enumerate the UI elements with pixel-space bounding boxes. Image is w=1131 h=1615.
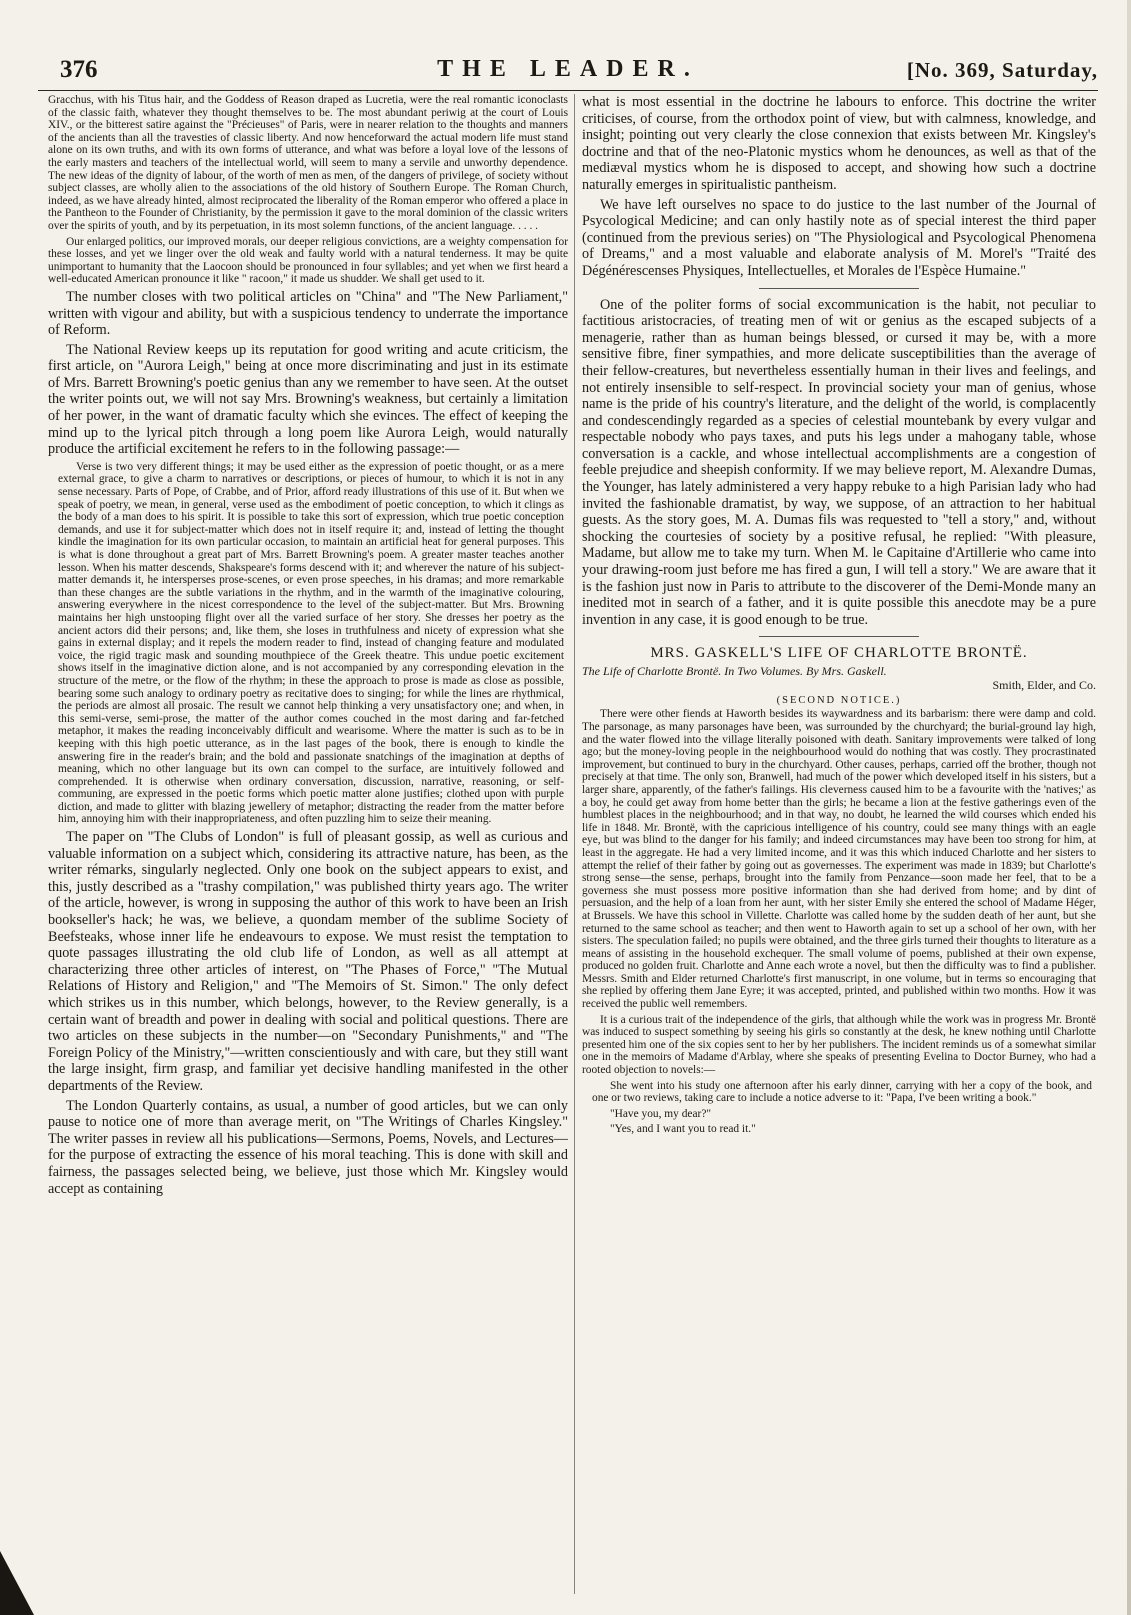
review-citation: The Life of Charlotte Brontë. In Two Volumes. By Mrs. Gaskell. (582, 664, 887, 679)
paragraph: what is most essential in the doctrine he labours to enforce. This doctrine the writer criticises, of course, from the orthodox point of view, but with calmness, knowledge, and insight; pointing out very clearly the close connexion that exists between Mr. Kingsley's doctrine and that of the neo-Platonic mystics whom he denounces, as well as that of the mediæval mystics whom he is disposed to accept, and showing how such a doctrine naturally emerges in spiritualistic pantheism. (582, 94, 1096, 193)
paragraph: Our enlarged politics, our improved morals, our deeper religious convictions, are a weighty compensation for these losses, and yet we linger over the old weak and faulty world with a natural tenderness. It may be quite unimportant to humanity that the Laocoon should be pronounced in four syllables; and yet when we first heard a well-educated American pronounce it like " racoon," it made us shudder. We shall get used to it. (48, 235, 568, 286)
section-rule (759, 636, 919, 637)
page-corner-shadow (0, 1551, 34, 1615)
masthead (38, 56, 1098, 91)
paragraph: The National Review keeps up its reputation for good writing and acute criticism, the first article, on "Aurora Leigh," being at once more discriminating and just in its estimate of Mrs. Barrett Browning's poetic genius than any we remember to have seen. At the outset the writer points out, we will not say Mrs. Browning's weakness, but certainly a limitation of her power, in the want of dramatic faculty which she evinces. The effect of keeping the mind up to the lyrical pitch through a long poem like Aurora Leigh, would naturally produce the artificial excitement he refers to in the following passage:— (48, 341, 568, 458)
page-number: 376 (60, 56, 98, 83)
notice-label: (SECOND NOTICE.) (776, 695, 902, 707)
newspaper-title: THE LEADER. (437, 56, 699, 82)
quoted-passage: Verse is two very different things; it may be used either as the expression of poetic thought, or as a mere external grace, to give a charm to narratives or descriptions, or pieces of humour, to which it is not in any sense necessary. Parts of Pope, of Crabbe, and of Prior, afford ready illustrations of this use of it. But when we speak of poetry, we mean, in general, verse used as the embodiment of poetic conception, to which it clings as the body of a man does to his spirit. It is possible to take this sort of expression, which true poetic conception demands, and use it for subject-matter which does not in itself require it; and, instead of letting the thought kindle the imagination for its own particular occasion, to maintain an artificial heat for general purposes. This is what is done throughout a great part of Mrs. Barrett Browning's poem. A greater master teaches another lesson. When his matter descends, Shakspeare's forms descend with it; and wherever the nature of his subject-matter demands it, he intersperses prose-scenes, or even prose speeches, in his dramas; and more remarkable than these changes are the subtle variations in the rhythm, and in the warmth of the imaginative colouring, answering everywhere in the nicest correspondence to the level of the subject-matter. But Mrs. Browning maintains her high unstooping flight over all the varied surface of her story. She dresses her poetry as the ancient actors did their persons; and, like them, she loses in truthfulness and nicety of expression what she gains in external display; and it repels the modern reader to find, instead of changing feature and modulated voice, the rigid tragic mask and sounding mouthpiece of the Greek theatre. This undue poetic excitement shows itself in the imaginative diction alone, and is not accompanied by any corresponding elevation in the structure of the metre, or the flow of the rhythm; in these the approach to prose is made as close as possible, bearing some such analogy to ordinary poetry as recitative does to singing; for while the lines are rhythmical, the periods are almost all prosaic. The result we cannot help thinking a very unsatisfactory one; and when, in this semi-verse, semi-prose, the matter of the author comes couched in the most daring and far-fetched metaphor, it makes the reading inconceivably difficult and wearisome. Where the matter is such as to be in keeping with this high poetic utterance, as in the last pages of the book, there is enough to kindle the answering fire in the reader's brain; and the bold and passionate snatchings of the imagination at depths of meaning, which no other language but its own can compel to the surface, are intuitively followed and comprehended. It is otherwise when ordinary conversation, discussion, narrative, reasoning, or self-communing, are expressed in the poetic forms which poetic matter alone justifies; clothed upon with purple diction, and made to glitter with blazing jewellery of metaphor; distracting the reader from the matter before him, annoying him with their inappropriateness, and often puzzling him to seize their meaning. (58, 460, 564, 826)
right-column (582, 94, 1096, 1604)
quoted-passage: "Yes, and I want you to read it." (610, 1123, 756, 1136)
left-column (48, 94, 568, 1604)
paragraph: It is a curious trait of the independence of the girls, that although while the work was in progress Mr. Brontë was induced to suspect something by seeing his girls so constantly at the desk, he knew nothing until Charlotte presented him one of the six copies sent to her by her publishers. The incident reminds us of a somewhat similar one in the memoirs of Madame d'Arblay, where she speaks of presenting Evelina to Doctor Burney, who had a rooted objection to novels:— (582, 1013, 1096, 1077)
publisher: Smith, Elder, and Co. (992, 678, 1096, 693)
section-rule (759, 288, 919, 289)
quoted-passage: "Have you, my dear?" (610, 1107, 712, 1120)
page-edge (1127, 0, 1131, 1615)
column-divider (574, 94, 575, 1594)
paragraph: The paper on "The Clubs of London" is full of pleasant gossip, as well as curious and valuable information on a subject which, considering its attractive nature, has been, as the writer rémarks, singularly neglected. Only one book on the subject appears to exist, and this, justly described as a "trashy compilation," was published thirty years ago. The writer of the article, however, is wrong in supposing the author of this work to have been an Irish bookseller's hack; he was, we believe, a quondam member of the sublime Society of Beefsteaks, whose inner life he endeavours to expose. We must resist the temptation to quote passages illustrating the old club life of London, as well as all attempt at characterizing three other articles of interest, on "The Phases of Force," "The Mutual Relations of History and Religion," and "The Memoirs of St. Simon." The only defect which strikes us in this number, which belongs, however, to the Review generally, is a certain want of breadth and power in dealing with social and political questions. There are two articles on these subjects in the number—on "Secondary Punishments," and "The Foreign Policy of the Ministry,"—written conscientiously and with care, but they still want the large insight, firm grasp, and familiar yet decisive handling manifested in the other departments of the Review. (48, 829, 568, 1094)
quoted-passage: She went into his study one afternoon after his early dinner, carrying with her a copy of the book, and one or two reviews, taking care to include a notice adverse to it: "Papa, I've been writing a book." (592, 1079, 1092, 1105)
paragraph: Gracchus, with his Titus hair, and the Goddess of Reason draped as Lucretia, were the real romantic iconoclasts of the classic faith, whatever they thought themselves to be. The most abundant periwig at the court of Louis XIV., or the bitterest satire against the "Précieuses" of Paris, were in nearer relation to the thoughts and manners of the ancients than all the travesties of classic liberty. And now henceforward the actual modern life must stand alone on its own truths, and with its own forms of utterance, and what was before a loyal love of the lessons of the early masters and teachers of the intellectual world, will seem to many a servile and unworthy dependence. The new ideas of the dignity of labour, of the worth of men as men, of the dangers of privilege, of society without subject classes, are wholly alien to the associations of the old history of Southern Europe. The Roman Church, indeed, as we have already hinted, almost reciprocated the liberality of the Roman emperor who offered a place in the Pantheon to the Founder of Christianity, by the permission it gave to the moral dominion of the classic writers over the spirits of youth, and by its perpetuation, in its most solemn functions, of the ancient language. . . . . (48, 94, 568, 232)
paragraph: We have left ourselves no space to do justice to the last number of the Journal of Psycological Medicine; and can only hastily note as of special interest the third paper (continued from the previous series) on "The Physiological and Psycological Phenomena of Dreams," and a most valuable and elaborate analysis of M. Morel's "Traité des Dégénérescenses Physiques, Intellectuelles, et Morales de l'Espèce Humaine." (582, 196, 1096, 279)
issue-line: [No. 369, Saturday, (906, 58, 1098, 82)
paragraph: The London Quarterly contains, as usual, a number of good articles, but we can only pause to notice one of more than average merit, on "The Writings of Charles Kingsley." The writer passes in review all his publications—Sermons, Poems, Novels, and Lectures—for the purpose of extracting the essence of his moral teaching. This is done with skill and fairness, the passages selected being, we believe, just those which Mr. Kingsley would accept as containing (48, 1097, 568, 1197)
paragraph: One of the politer forms of social excommunication is the habit, not peculiar to factitious aristocracies, of treating men of wit or genius as the escaped subjects of a menagerie, rather than as human beings blessed, or cursed it may be, with a more sensitive fibre, finer sympathies, and more delicate susceptibilities than the average of their fellow-creatures, but nevertheless essentially human in their lives and feelings, and not entirely insensible to self-respect. In provincial society your man of genius, whose name is the pride of his country's literature, and the delight of the world, is complacently and condescendingly regarded as a species of celestial mountebank by every vulgar and respectable nobody who pays taxes, and puts his legs under a mahogany table, whose conversation is a cackle, and whose intellectual accomplishments are a congestion of feeble prejudice and sheepish conformity. If we may believe report, M. Alexandre Dumas, the Younger, has lately administered a very happy rebuke to a high Parisian lady who had invited the fashionable dramatist, by way, we suppose, of an attraction to her habitual guests. As the story goes, M. A. Dumas fils was requested to "tell a story," and, without shocking the courtesies of society by a positive refusal, he replied: "With pleasure, Madame, but allow me to take my turn. When M. le Capitaine d'Artillerie who came into your drawing-room just before me has fired a gun, I will tell a story." We are aware that it is the fashion just now in Paris to attribute to the discoverer of the Demi-Monde many an inedited mot in search of a father, and it is quite possible this anecdote may be a pure invention in any case, it is good enough to be true. (582, 296, 1096, 628)
article-title: MRS. GASKELL'S LIFE OF CHARLOTTE BRONTË. (650, 645, 1028, 662)
paragraph: The number closes with two political articles on "China" and "The New Parliament," written with vigour and ability, but with a suspicious tendency to underrate the importance of Reform. (48, 288, 568, 339)
paragraph: There were other fiends at Haworth besides its waywardness and its barbarism: there were damp and cold. The parsonage, as many parsonages have been, was surrounded by the churchyard; the burial-ground lay high, and the water flowed into the village literally poisoned with death. Sanitary improvements were talked of long ago; but the money-loving people in the neighbourhood would do nothing that was costly. They procrastinated improvement, but continued to bury in the churchyard. Other causes, perhaps, carried off the brother, though not precisely at that time. The only son, Branwell, had much of the power which developed itself in his sisters, but a larger share, apparently, of the father's failings. His cleverness caused him to be a favourite with the 'natives;' as a boy, he could get away from home better than the girls; he became a lion at the festive gatherings even of the humblest places in the neighbourhood; and in that way, no doubt, he learned the wild courses which ended his life in 1848. Mr. Brontë, with the capricious intelligence of his country, could see many things with an eagle eye, but was blind to the danger for his family; and indeed circumstances may have been too strong for him, at least in the aggregate. He had a very limited income, and it was this which induced Charlotte and her sisters to attempt the relief of their father by going out as governesses. The experiment was made in 1839; but Charlotte's strong sense—the sense, perhaps, brought into the family from Penzance—soon made her feel, that to be a governess she must possess more positive information than she had derived from home; and by dint of persuasion, and the help of a loan from her aunt, with her sister Emily she entered the school of Madame Héger, at Brussels. We have this school in Villette. Charlotte was called home by the sudden death of her aunt, but she returned to the same school as teacher; and then went to Haworth again to set up a school of her own, with her sisters. The speculation failed; no pupils were obtained, and the three girls turned their thoughts to literature as a means of assisting in the household exchequer. The small volume of poems, published at their own expense, produced no golden fruit. Charlotte and Anne each wrote a novel, but then the difficulty was to find a publisher. Messrs. Smith and Elder returned Charlotte's first manuscript, in one volume, but in terms so encouraging that she replied by offering them Jane Eyre; it was accepted, printed, and published within two months. How it was received the public well remembers. (582, 708, 1096, 1011)
